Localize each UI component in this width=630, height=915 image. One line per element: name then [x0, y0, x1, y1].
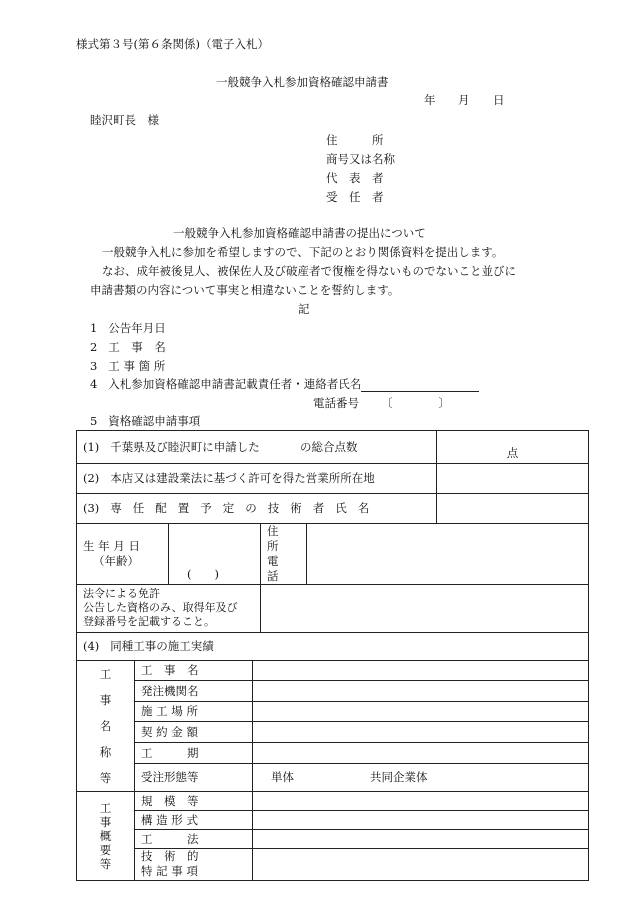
order-type-field[interactable] — [253, 763, 589, 791]
body-line-1: 一般競争入札に参加を希望しますので、下記のとおり関係資料を提出します。 — [102, 245, 504, 259]
applicant-company-label: 商号又は名称 — [326, 152, 395, 166]
age-field: ( ) — [187, 567, 219, 582]
body-line-3: 申請書類の内容について事実と相違ないことを誓約します。 — [90, 283, 400, 297]
period-field[interactable] — [253, 743, 589, 764]
row-project-name — [77, 660, 589, 681]
structure-label: 構 造 形 式 — [135, 810, 253, 829]
row-period — [77, 743, 589, 764]
office-location-field[interactable] — [437, 464, 589, 494]
ki-heading: 記 — [298, 302, 310, 316]
row-method — [77, 829, 589, 848]
engineer-name-label: (3) 専任配置予定の技術者氏名 — [77, 494, 437, 524]
method-field[interactable] — [253, 829, 589, 848]
date-year: 年 — [424, 93, 436, 107]
name-group-label: 工 事 名 称 等 — [77, 660, 135, 791]
row-license — [77, 584, 589, 632]
row-scale — [77, 791, 589, 810]
client-label: 発注機関名 — [135, 681, 253, 702]
document-title: 一般競争入札参加資格確認申請書 — [216, 75, 389, 89]
birth-date-field[interactable] — [169, 524, 261, 585]
jv-option: 共同企業体 — [370, 769, 428, 784]
site-label: 施 工 場 所 — [135, 701, 253, 722]
address-phone-field[interactable] — [307, 524, 589, 585]
project-name-field[interactable] — [253, 660, 589, 681]
period-label: 工 期 — [135, 743, 253, 764]
method-label: 工 法 — [135, 829, 253, 848]
row-engineer-name — [77, 494, 589, 524]
structure-field[interactable] — [253, 810, 589, 829]
overview-group-label: 工 事 概 要 等 — [77, 791, 135, 880]
item-1: 1 公告年月日 — [90, 321, 166, 335]
row-technical-notes — [77, 848, 589, 880]
date-month: 月 — [458, 93, 470, 107]
date-day: 日 — [493, 93, 505, 107]
contract-amount-label: 契 約 金 額 — [135, 722, 253, 743]
row-total-points — [77, 431, 589, 464]
technical-notes-label: 技 術 的 特 記 事 項 — [135, 848, 253, 880]
scale-field[interactable] — [253, 791, 589, 810]
addressee: 睦沢町長 様 — [90, 113, 159, 127]
contact-name-underline — [361, 380, 479, 392]
subject-line: 一般競争入札参加資格確認申請書の提出について — [173, 226, 426, 240]
license-label: 法令による免許 公告した資格のみ、取得年及び 登録番号を記載すること。 — [77, 584, 261, 632]
single-option: 単体 — [271, 769, 294, 784]
body-line-2: なお、成年被後見人、被保佐人及び破産者で復権を得ないものでないこと並びに — [102, 264, 516, 278]
applicant-address-label: 住 所 — [326, 133, 384, 147]
row-office-location — [77, 464, 589, 494]
engineer-name-field[interactable] — [437, 494, 589, 524]
form-number: 様式第３号(第６条関係)（電子入札） — [76, 37, 269, 51]
row-site — [77, 701, 589, 722]
row-contract-amount — [77, 722, 589, 743]
technical-notes-field[interactable] — [253, 848, 589, 880]
office-location-label: (2) 本店又は建設業法に基づく許可を得た営業所所在地 — [77, 464, 437, 494]
total-points-label: (1) 千葉県及び睦沢町に申請した の総合点数 — [77, 431, 437, 464]
row-order-type — [77, 763, 589, 791]
site-field[interactable] — [253, 701, 589, 722]
applicant-agent-label: 受 任 者 — [326, 190, 384, 204]
application-table — [76, 430, 589, 881]
project-name-label: 工 事 名 — [135, 660, 253, 681]
row-structure — [77, 810, 589, 829]
applicant-representative-label: 代 表 者 — [326, 171, 384, 185]
row-birth-address — [77, 524, 589, 585]
license-field[interactable] — [261, 584, 589, 632]
points-unit: 点 — [506, 445, 519, 460]
birth-date-label: 生 年 月 日 （年齢） — [77, 524, 169, 585]
order-type-label: 受注形態等 — [135, 763, 253, 791]
item-3: 3 工 事 箇 所 — [90, 359, 166, 373]
scale-label: 規 模 等 — [135, 791, 253, 810]
phone-line: 電話番号 〔 〕 — [313, 396, 450, 410]
item-5: 5 資格確認申請事項 — [90, 414, 201, 428]
contract-amount-field[interactable] — [253, 722, 589, 743]
performance-heading: (4) 同種工事の施工実績 — [77, 632, 589, 660]
row-performance-heading — [77, 632, 589, 660]
address-phone-label: 住 所 電 話 — [261, 524, 307, 585]
client-field[interactable] — [253, 681, 589, 702]
item-4: 4 入札参加資格確認申請書記載責任者・連絡者氏名 — [90, 378, 479, 392]
item-2: 2 工 事 名 — [90, 340, 166, 354]
row-client — [77, 681, 589, 702]
total-points-field[interactable] — [437, 431, 589, 464]
